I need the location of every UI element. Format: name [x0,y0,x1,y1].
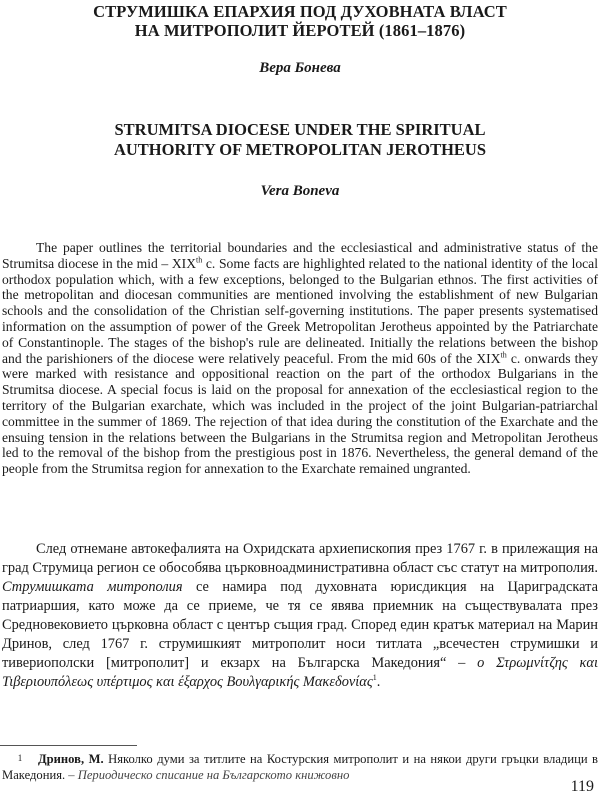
footnote-author: Дринов, М. [38,752,104,766]
body-italic-term: Струмишката митрополия [2,579,183,595]
abstract-text-2: c. Some facts are highlighted related to the national identity of the local orthodox population which, with a few exceptions, belonged to the Bulgarian ethnos. The first activities of the metropolitan and diocesan communities are mentioned involving the establishment of new Bulgarian schools and the consolidation of the Christian self-governing institutions. The paper presents systematised information on the assumption of power of the Greek Metropolitan Jerotheus appointed by the Patriarchate of Constantinople. The stages of the bishop's rule are delineated. Initially the relations between the bishop and the parishioners of the diocese were relatively peaceful. From the mid 60s of the XIX [2,255,598,366]
superscript-th: th [196,255,203,265]
footnote-title: Няколко думи за титлите на Костурския митрополит и на някои други гръцки владици в Македония. [2,752,598,782]
footnote-1 [2,751,598,783]
title-bg-line-2: НА МИТРОПОЛИТ ЙЕРОТЕЙ (1861–1876) [134,21,466,40]
page-number: 119 [570,778,594,795]
author-name-english: Vera Boneva [260,183,340,199]
footnote-journal: – Периодическо списание на Българското книжовно [68,768,350,782]
abstract-text-3: c. onwards they were marked with resistance and oppositional reaction on the part of the orthodox Bulgarians in the Strumitsa diocese. A special focus is laid on the proposal for annexation of the ecclesiastical region to the territory of the Bulgarian exarchate, which was included in the project of the joint Bulgarian-patriarchal committee in the summer of 1869. The rejection of that idea during the constitution of the Exarchate and the ensuing tension in the relations between the Bulgarians in the Strumitsa region and Metropolitan Jerotheus led to the removal of the bishop from the prestigious post in 1876. Nevertheless, the general demand of the people from the Strumitsa region for annexation to the Exarchate remained ungranted. [2,350,599,477]
body-text-2: се намира под духовната юрисдикция на Цариградската патриаршия, като може да се приеме, че тя се явява приемник на съществувалата през Средновековието църковна област с център същия град. Според един кратък материал на Марин Дринов, след 1767 г. струмишкият митрополит носи титлата „всечестен струмишки и тивериополски [митрополит] и екзарх на Българска Македония“ – [2,579,598,671]
article-title-bulgarian [0,2,600,40]
superscript-th: th [500,350,507,360]
author-name-bulgarian: Вера Бонева [259,60,341,76]
footnote-mark: 1 [17,753,23,763]
footnote-reference[interactable]: 1 [372,673,377,683]
body-text-1: След отнемане автокефалията на Охридската архиепископия през 1767 г. в прилежащия на град Струмица регион се обособява църковноадминистративна област със статут на митрополия. [2,541,598,576]
body-text-3: . [376,674,381,690]
greek-title-quote: ο Στρωμνίτζης και Τιβεριουπόλεως υπέρτιμος και έξαρχος Βουλγαρικής Μακεδονίας [2,655,598,690]
abstract-text-1: The paper outlines the territorial boundaries and the ecclesiastical and administrative status of the Strumitsa diocese in the mid – XIX [2,240,598,271]
title-en-line-1: STRUMITSA DIOCESE UNDER THE SPIRITUAL [114,120,486,139]
footnote-separator [0,745,137,746]
abstract-paragraph [2,240,598,477]
title-bg-line-1: СТРУМИШКА ЕПАРХИЯ ПОД ДУХОВНАТА ВЛАСТ [93,2,507,21]
article-title-english [0,120,600,160]
body-paragraph [2,540,598,692]
title-en-line-2: AUTHORITY OF METROPOLITAN JEROTHEUS [113,140,487,159]
